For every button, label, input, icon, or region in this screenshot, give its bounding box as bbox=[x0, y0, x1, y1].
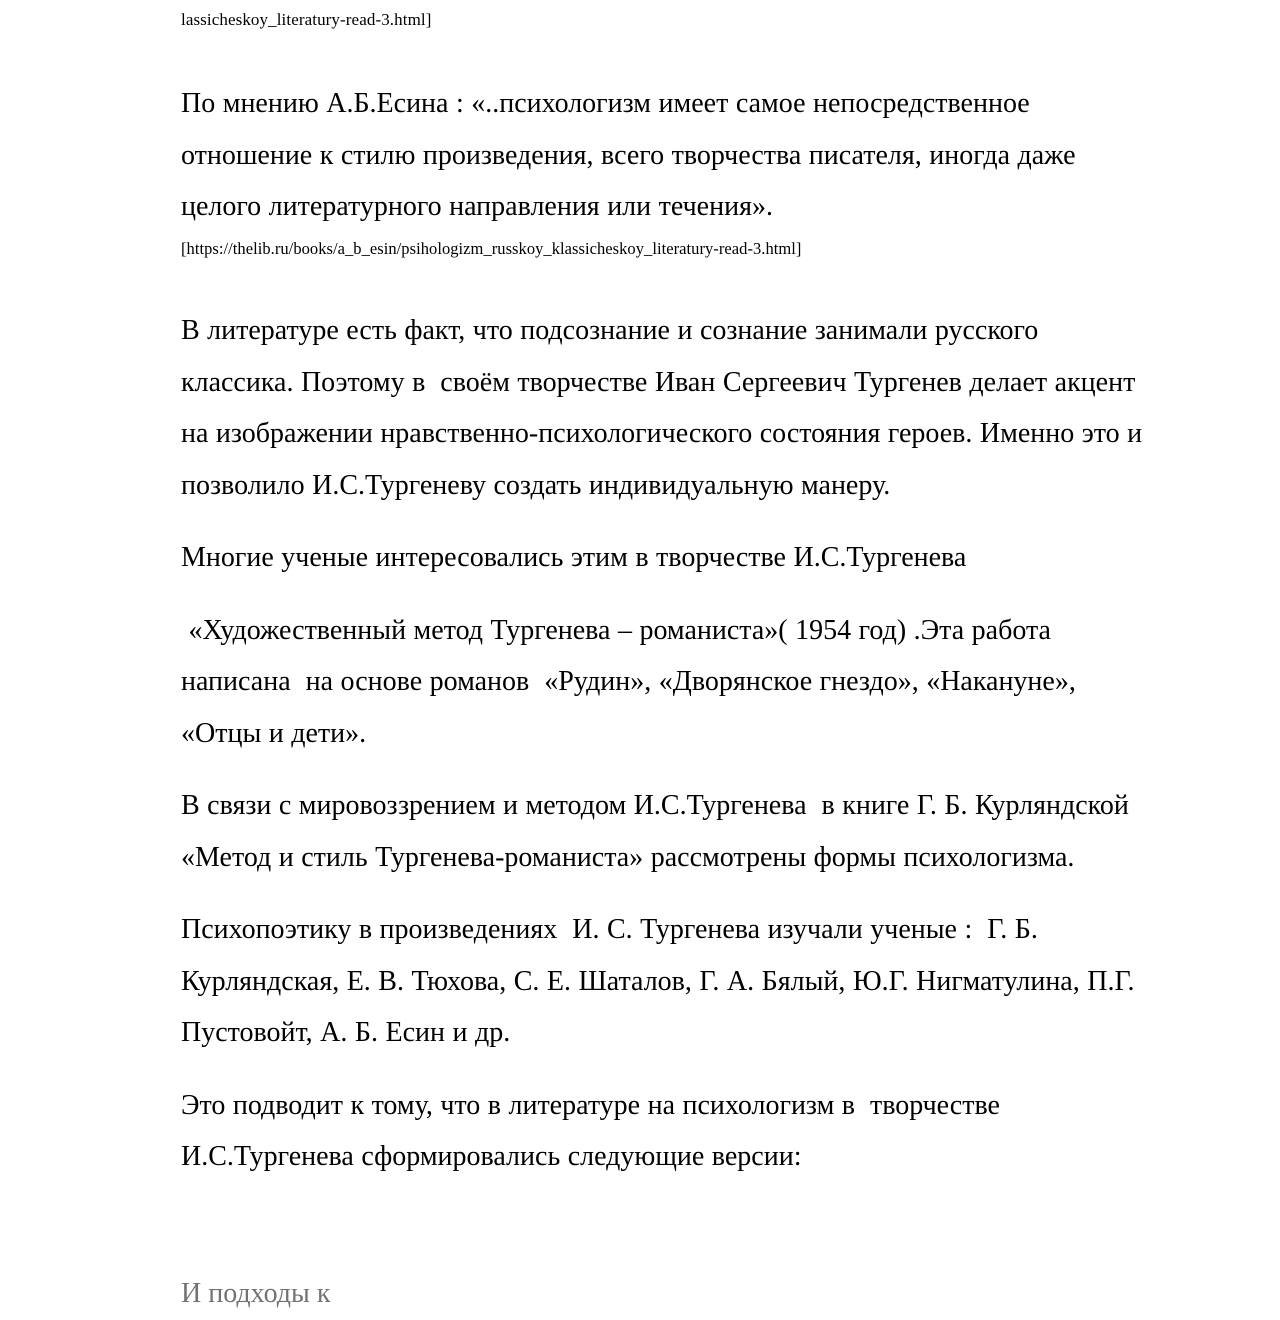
clipped-bottom-text-line: И подходы к bbox=[181, 1278, 331, 1309]
paragraph-scholars-interest: Многие ученые интересовались этим в творчестве И.С.Тургенева bbox=[181, 542, 967, 573]
paragraph-psychopoetics-scholars: Психопоэтику в произведениях И. С. Тургенева изучали ученые : Г. Б. Курляндская, Е. В. Тюхова, С. Е. Шаталов, Г. А. Бялый, Ю.Г. Нигматулина, П.Г. Пустовойт, А. Б. Есин и др. bbox=[181, 914, 1142, 1048]
paragraph-artistic-method-work: «Художественный метод Тургенева – романиста»( 1954 год) .Эта работа написана на основе романов «Рудин», «Дворянское гнездо», «Накануне», «Отцы и дети». bbox=[181, 614, 1084, 749]
footnote-url-reference: [https://thelib.ru/books/a_b_esin/psihologizm_russkoy_klassicheskoy_literatury-read-3.html] bbox=[181, 238, 802, 258]
page-header-url-fragment: lassicheskoy_literatury-read-3.html] bbox=[181, 10, 432, 29]
paragraph-kurlyandskaya-book: В связи с мировоззрением и методом И.С.Тургенева в книге Г. Б. Курляндской «Метод и стиль Тургенева-романиста» рассмотрены формы психологизма. bbox=[181, 790, 1159, 873]
paragraph-text: По мнению А.Б.Есина : «..психологизм имеет самое непосредственное отношение к стилю произведения, всего творчества писателя, иногда даже целого литературного направления или течения». bbox=[181, 88, 1084, 222]
paragraph-turgenev-subconscious: В литературе есть факт, что подсознание и сознание занимали русского классика. Поэтому в своём творчестве Иван Сергеевич Тургенев делает акцент на изображении нравственно-психологического состояния героев. Именно это и позволило И.С.Тургеневу создать индивидуальную манеру. bbox=[181, 315, 1150, 501]
paragraph-esin-quote bbox=[181, 78, 1156, 284]
paragraph-versions-intro: Это подводит к тому, что в литературе на психологизм в творчестве И.С.Тургенева сформировались следующие версии: bbox=[181, 1089, 1008, 1172]
document-body-column bbox=[181, 78, 1159, 1183]
